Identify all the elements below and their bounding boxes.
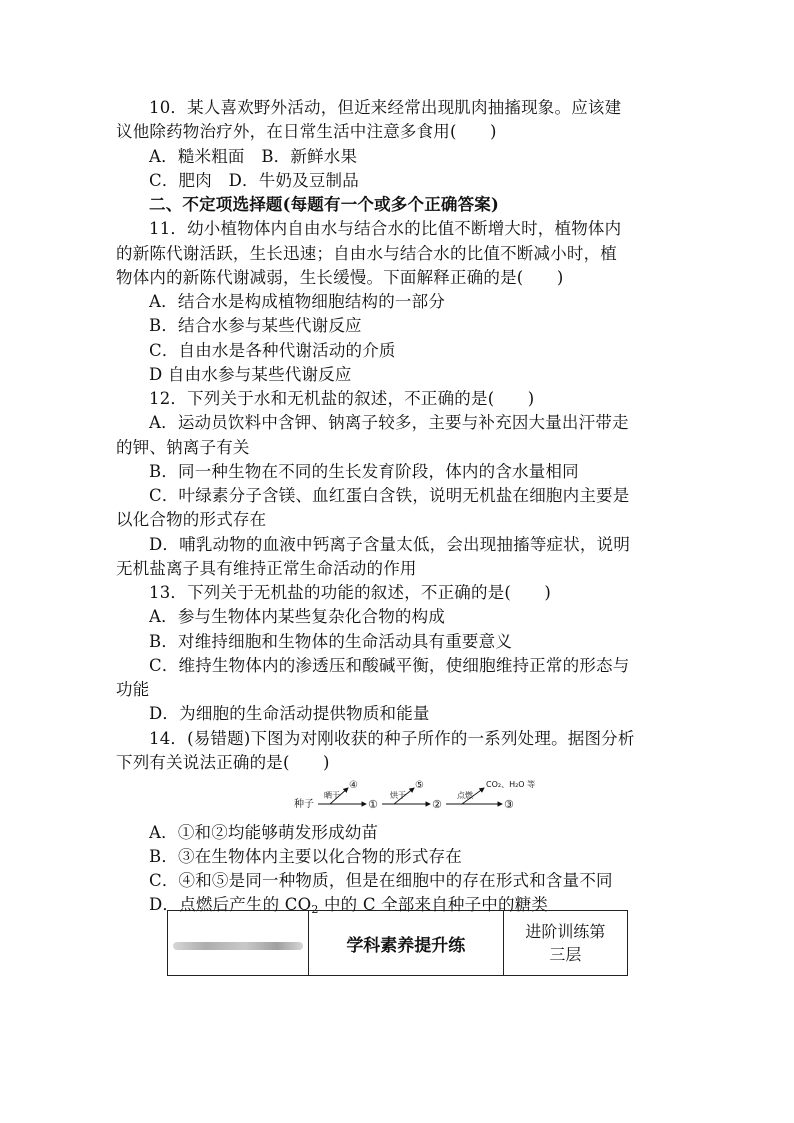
diagram-start-seed: 种子 (294, 799, 314, 810)
q13-option-d: D．为细胞的生命活动提供物质和能量 (149, 704, 430, 723)
diagram-step3-label: 点燃 (457, 791, 473, 800)
q11-option-b: B．结合水参与某些代谢反应 (149, 316, 362, 335)
diagram-output-co2-h2o: CO₂、H₂O 等 (486, 780, 536, 789)
diagram-node-1: ① (368, 798, 378, 811)
q10-stem-line2: 议他除药物治疗外，在日常生活中注意多食用( ) (116, 122, 497, 141)
q12-option-b: B．同一种生物在不同的生长发育阶段，体内的含水量相同 (149, 462, 579, 481)
q12-option-c-line1: C．叶绿素分子含镁、血红蛋白含铁，说明无机盐在细胞内主要是 (149, 486, 630, 505)
q14-option-d-pre: D．点燃后产生的 CO (149, 895, 312, 914)
q10-options-cd: C．肥肉 D．牛奶及豆制品 (149, 171, 359, 190)
q14-stem-line2: 下列有关说法正确的是( ) (116, 753, 330, 772)
diagram-step2-label: 烘干 (390, 791, 406, 800)
q11-stem-line1: 11．幼小植物体内自由水与结合水的比值不断增大时，植物体内 (149, 219, 622, 238)
q14-option-d-post: 中的 C 全部来自种子中的糖类 (318, 895, 549, 914)
banner-level-line1: 进阶训练第 (525, 922, 606, 941)
q14-stem-line1: 14．(易错题)下图为对刚收获的种子所作的一系列处理。据图分析 (149, 729, 635, 748)
q11-stem-line2: 的新陈代谢活跃，生长迅速；自由水与结合水的比值不断减小时，植 (116, 244, 617, 263)
seed-process-diagram (292, 776, 554, 816)
banner-level (503, 911, 627, 976)
q11-option-d: D 自由水参与某些代谢反应 (149, 365, 352, 384)
q12-option-d-line1: D．哺乳动物的血液中钙离子含量太低，会出现抽搐等症状，说明 (149, 535, 631, 554)
q13-option-c-line1: C．维持生物体内的渗透压和酸碱平衡，使细胞维持正常的形态与 (149, 656, 630, 675)
decorative-smudge (173, 942, 303, 950)
q11-stem-line3: 物体内的新陈代谢减弱，生长缓慢。下面解释正确的是( ) (116, 268, 564, 287)
q12-option-c-line2: 以化合物的形式存在 (116, 510, 267, 529)
banner-level-line2: 三层 (549, 945, 582, 964)
banner-title: 学科素养提升练 (308, 911, 503, 976)
q14-option-a: A．①和②均能够萌发形成幼苗 (149, 823, 379, 842)
q13-option-b: B．对维持细胞和生物体的生命活动具有重要意义 (149, 632, 513, 651)
q14-option-b: B．③在生物体内主要以化合物的形式存在 (149, 847, 462, 866)
diagram-node-3: ③ (504, 798, 514, 811)
diagram-output-5: ⑤ (415, 780, 424, 791)
q11-option-a: A．结合水是构成植物细胞结构的一部分 (149, 292, 446, 311)
q12-option-a-line2: 的钾、钠离子有关 (116, 438, 250, 457)
diagram-output-4: ④ (349, 780, 358, 791)
diagram-step1-label: 晒干 (324, 791, 340, 800)
section-heading: 二、不定项选择题(每题有一个或多个正确答案) (149, 195, 500, 214)
q14-option-d-subscript: 2 (311, 903, 319, 916)
diagram-node-2: ② (432, 798, 442, 811)
q13-option-c-line2: 功能 (116, 680, 150, 699)
q10-stem-line1: 10．某人喜欢野外活动，但近来经常出现肌肉抽搐现象。应该建 (149, 98, 622, 117)
q13-option-a: A．参与生物体内某些复杂化合物的构成 (149, 607, 446, 626)
banner-decoration-cell (168, 911, 309, 976)
q12-stem: 12．下列关于水和无机盐的叙述，不正确的是( ) (149, 389, 535, 408)
q12-option-a-line1: A．运动员饮料中含钾、钠离子较多，主要与补充因大量出汗带走 (149, 413, 629, 432)
q14-option-c: C．④和⑤是同一种物质，但是在细胞中的存在形式和含量不同 (149, 871, 613, 890)
q12-option-d-line2: 无机盐离子具有维持正常生命活动的作用 (116, 559, 417, 578)
q10-options-ab: A．糙米粗面 B．新鲜水果 (149, 147, 358, 166)
q11-option-c: C．自由水是各种代谢活动的介质 (149, 341, 396, 360)
section-banner-table (167, 910, 628, 976)
q13-stem: 13．下列关于无机盐的功能的叙述，不正确的是( ) (149, 583, 552, 602)
